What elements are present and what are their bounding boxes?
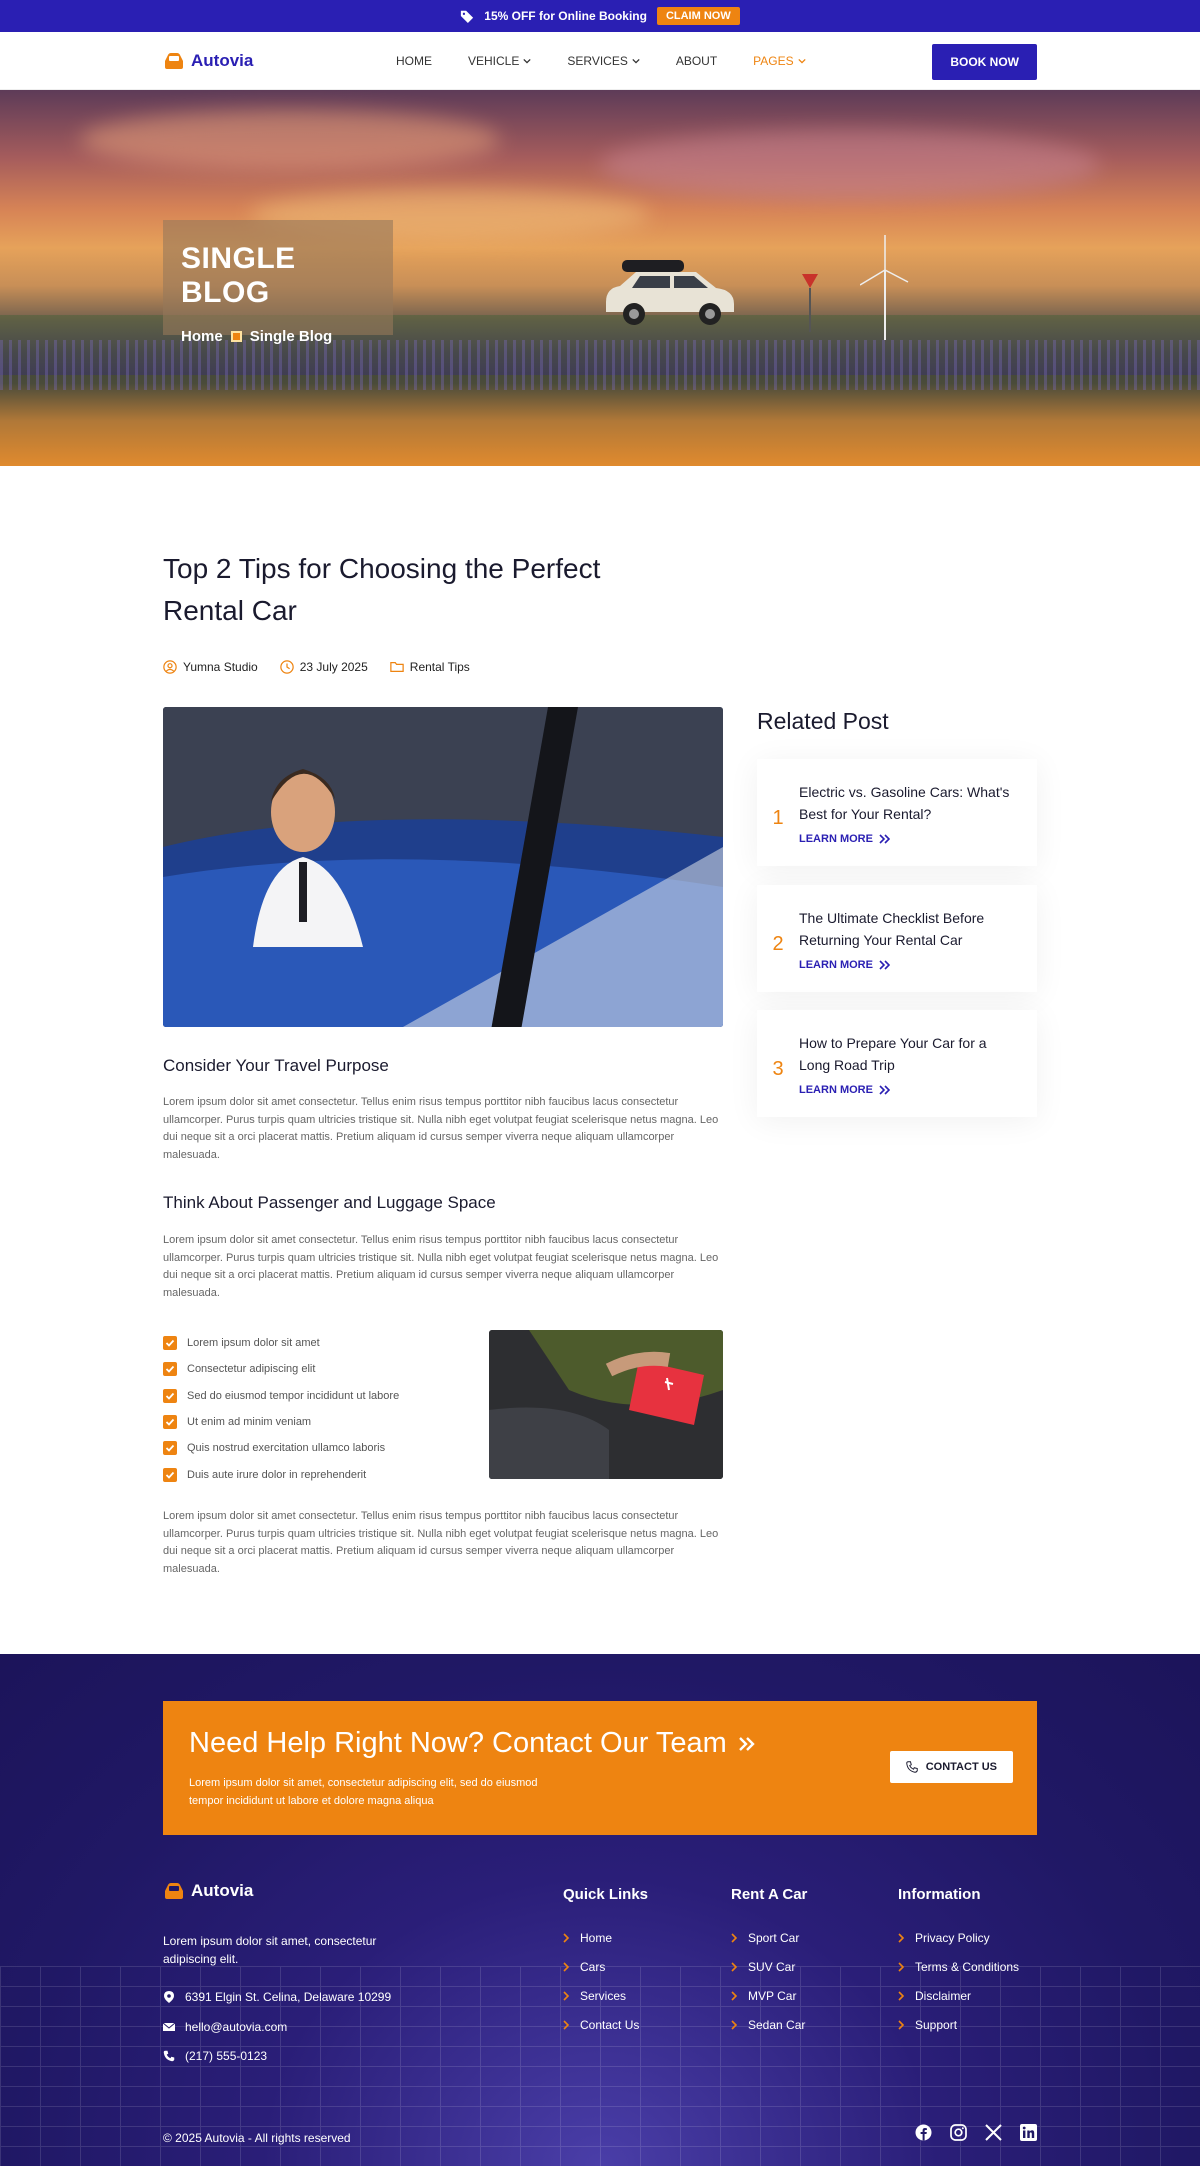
checkmark-icon	[163, 1362, 177, 1376]
promo-bar	[0, 0, 1200, 32]
car-logo-icon	[163, 1882, 185, 1900]
footer-link-support[interactable]	[898, 2010, 1019, 2039]
checklist	[163, 1330, 399, 1488]
nav-item-pages[interactable]	[753, 54, 805, 68]
post-category[interactable]	[390, 660, 470, 674]
related-post-number: 1	[772, 807, 784, 829]
chevron-right-icon	[898, 1933, 905, 1943]
chevron-right-icon	[563, 1933, 570, 1943]
footer-link-label: Sedan Car	[748, 2017, 806, 2032]
site-header	[0, 32, 1200, 90]
breadcrumb-home[interactable]: Home	[181, 328, 223, 345]
double-chevron-right-icon	[879, 1085, 890, 1095]
footer-link-label: Sport Car	[748, 1930, 800, 1945]
date-text: 23 July 2025	[299, 660, 368, 674]
footer-logo[interactable]	[163, 1881, 253, 1901]
email-text: hello@autovia.com	[185, 2020, 288, 2034]
cta-subtitle: Lorem ipsum dolor sit amet, consectetur adipiscing elit, sed do eiusmod tempor incididunt ut labore et dolore magna aliqua	[189, 1777, 538, 1807]
promo-text: 15% OFF for Online Booking	[484, 9, 647, 23]
site-footer	[0, 1654, 1200, 2166]
learn-more-label: LEARN MORE	[799, 1083, 873, 1096]
contact-cta-banner	[163, 1701, 1037, 1835]
footer-link-label: Contact Us	[580, 2017, 640, 2032]
nav-item-label: VEHICLE	[468, 54, 520, 68]
checkmark-icon	[163, 1468, 177, 1482]
rent-a-car-column	[731, 1886, 807, 2039]
nav-item-home[interactable]	[396, 54, 432, 68]
checkmark-icon	[163, 1336, 177, 1350]
hero-title-box	[163, 220, 393, 345]
post-meta	[163, 660, 470, 674]
quick-links-column	[563, 1886, 648, 2039]
footer-link-disclaimer[interactable]	[898, 1981, 1019, 2010]
chevron-right-icon	[898, 1962, 905, 1972]
phone-icon	[163, 2050, 175, 2062]
footer-link-cars[interactable]	[563, 1952, 648, 1981]
checkmark-icon	[163, 1415, 177, 1429]
mail-icon	[163, 2021, 175, 2033]
phone-icon	[906, 1761, 918, 1773]
main-nav	[396, 32, 806, 90]
checkmark-icon	[163, 1389, 177, 1403]
learn-more-label: LEARN MORE	[799, 958, 873, 971]
learn-more-label: LEARN MORE	[799, 832, 873, 845]
x-icon[interactable]	[985, 2124, 1002, 2141]
related-post-heading: Related Post	[757, 708, 889, 734]
chevron-down-icon	[523, 57, 531, 65]
footer-link-privacy-policy[interactable]	[898, 1923, 1019, 1952]
copyright: © 2025 Autovia - All rights reserved	[163, 2131, 351, 2145]
section-heading-travel-purpose: Consider Your Travel Purpose	[163, 1056, 389, 1075]
learn-more-link[interactable]	[799, 959, 1017, 971]
footer-link-services[interactable]	[563, 1981, 648, 2010]
checklist-item	[163, 1409, 399, 1435]
chevron-right-icon	[731, 1962, 738, 1972]
footer-link-label: Cars	[580, 1959, 606, 1974]
information-column	[898, 1886, 1019, 2039]
breadcrumb-separator-icon	[231, 331, 242, 342]
footer-link-label: MVP Car	[748, 1988, 797, 2003]
double-chevron-right-icon	[879, 834, 890, 844]
instagram-icon[interactable]	[950, 2124, 967, 2141]
chevron-right-icon	[563, 2020, 570, 2030]
related-post-number: 2	[772, 933, 784, 955]
contact-us-button[interactable]	[890, 1751, 1013, 1783]
category-text: Rental Tips	[409, 660, 470, 674]
double-chevron-right-icon	[879, 960, 890, 970]
linkedin-icon[interactable]	[1020, 2124, 1037, 2141]
checklist-item	[163, 1356, 399, 1382]
section-heading-passenger-space: Think About Passenger and Luggage Space	[163, 1193, 496, 1212]
claim-now-button[interactable]: CLAIM NOW	[657, 7, 740, 25]
footer-address	[163, 1990, 391, 2004]
footer-link-label: Disclaimer	[915, 1988, 972, 2003]
checklist-item-text: Consectetur adipiscing elit	[187, 1363, 316, 1376]
related-post-card[interactable]	[757, 885, 1037, 992]
checkmark-icon	[163, 1441, 177, 1455]
chevron-right-icon	[731, 1991, 738, 2001]
chevron-down-icon	[632, 57, 640, 65]
logo-text: Autovia	[191, 50, 254, 70]
footer-logo-text: Autovia	[191, 1881, 254, 1900]
learn-more-link[interactable]	[799, 1084, 1017, 1096]
windmill-image	[860, 230, 910, 340]
learn-more-link[interactable]	[799, 833, 1017, 845]
nav-item-label: SERVICES	[567, 54, 628, 68]
location-pin-icon	[163, 1991, 175, 2003]
chevron-right-icon	[898, 1991, 905, 2001]
breadcrumb	[181, 328, 375, 345]
paragraph-closing: Lorem ipsum dolor sit amet consectetur. Tellus enim risus tempus porttitor nibh faucibus lacus consectetur ullamcorper. Purus turpis quam ultricies tristique sit. Nulla nibh eget volutpat feugiat scelerisque netus magna. Leo dui neque sit a orci placerat mattis. Pretium aliquam id cursus semper viverra neque aliquam ullamcorper malesuada.	[163, 1510, 719, 1575]
footer-phone[interactable]	[163, 2049, 267, 2063]
logo[interactable]	[163, 51, 253, 71]
checklist-item-text: Sed do eiusmod tempor incididunt ut labore	[187, 1389, 400, 1402]
footer-link-sedan-car[interactable]	[731, 2010, 807, 2039]
suv-image	[600, 258, 740, 330]
paragraph-travel-purpose: Lorem ipsum dolor sit amet consectetur. Tellus enim risus tempus porttitor nibh faucibus lacus consectetur ullamcorper. Purus turpis quam ultricies tristique sit. Nulla nibh eget volutpat feugiat scelerisque netus magna. Leo dui neque sit a orci placerat mattis. Pretium aliquam id cursus semper viverra neque aliquam ullamcorper malesuada.	[163, 1096, 719, 1161]
related-post-card[interactable]	[757, 1010, 1037, 1117]
footer-email[interactable]	[163, 2020, 287, 2034]
footer-link-label: Privacy Policy	[915, 1930, 990, 1945]
footer-link-contact-us[interactable]	[563, 2010, 648, 2039]
footer-link-terms-conditions[interactable]	[898, 1952, 1019, 1981]
cta-title	[189, 1727, 1011, 1760]
related-post-title[interactable]: How to Prepare Your Car for a Long Road Trip	[799, 1034, 987, 1073]
footer-link-label: Services	[580, 1988, 627, 2003]
author-name: Yumna Studio	[183, 660, 258, 674]
nav-item-label: PAGES	[753, 54, 794, 68]
footer-description: Lorem ipsum dolor sit amet, consectetur adipiscing elit.	[163, 1934, 377, 1966]
first-aid-kit-image	[489, 1330, 723, 1479]
contact-us-label: CONTACT US	[925, 1761, 997, 1773]
road-sign-image	[800, 272, 820, 332]
quick-links-title: Quick Links	[563, 1886, 649, 1903]
tag-icon	[460, 9, 474, 23]
checklist-item	[163, 1461, 399, 1487]
nav-item-services[interactable]	[567, 54, 639, 68]
rent-a-car-title: Rent A Car	[731, 1886, 808, 1903]
related-post-card[interactable]	[757, 759, 1037, 866]
checklist-item-text: Lorem ipsum dolor sit amet	[187, 1337, 320, 1350]
chevron-right-icon	[731, 2020, 738, 2030]
footer-link-home[interactable]	[563, 1923, 648, 1952]
related-post-title[interactable]: The Ultimate Checklist Before Returning Your Rental Car	[799, 909, 985, 948]
nav-item-about[interactable]	[676, 54, 717, 68]
man-in-car-image	[163, 707, 723, 1027]
chevron-right-icon	[731, 1933, 738, 1943]
footer-link-label: SUV Car	[748, 1959, 796, 1974]
checklist-item-text: Quis nostrud exercitation ullamco laboris	[187, 1442, 386, 1455]
folder-icon	[390, 660, 404, 674]
cta-title-text: Need Help Right Now? Contact Our Team	[189, 1727, 727, 1759]
footer-link-label: Support	[915, 2017, 958, 2032]
post-date	[280, 660, 368, 674]
footer-link-label: Home	[580, 1930, 613, 1945]
page-title: SINGLE BLOG	[181, 242, 296, 309]
footer-link-label: Terms & Conditions	[915, 1959, 1020, 1974]
checklist-item-text: Ut enim ad minim veniam	[187, 1416, 312, 1429]
nav-item-vehicle[interactable]	[468, 54, 531, 68]
related-post-title[interactable]: Electric vs. Gasoline Cars: What's Best for Your Rental?	[799, 783, 1010, 822]
book-now-button[interactable]: BOOK NOW	[932, 44, 1037, 80]
paragraph-passenger-space: Lorem ipsum dolor sit amet consectetur. Tellus enim risus tempus porttitor nibh faucibus lacus consectetur ullamcorper. Purus turpis quam ultricies tristique sit. Nulla nibh eget volutpat feugiat scelerisque netus magna. Leo dui neque sit a orci placerat mattis. Pretium aliquam id cursus semper viverra neque aliquam ullamcorper malesuada.	[163, 1234, 719, 1299]
address-text: 6391 Elgin St. Celina, Delaware 10299	[185, 1990, 392, 2004]
social-links	[915, 2124, 1037, 2141]
chevron-right-icon	[898, 2020, 905, 2030]
nav-item-label: ABOUT	[675, 54, 718, 68]
car-logo-icon	[163, 52, 185, 70]
breadcrumb-current: Single Blog	[249, 328, 333, 345]
chevron-right-icon	[563, 1991, 570, 2001]
hero-banner	[0, 90, 1200, 466]
footer-link-sport-car[interactable]	[731, 1923, 807, 1952]
post-title: Top 2 Tips for Choosing the Perfect Rental Car	[163, 553, 601, 626]
nav-item-label: HOME	[396, 54, 432, 68]
chevron-right-icon	[563, 1962, 570, 1972]
information-title: Information	[898, 1886, 981, 1903]
clock-icon	[280, 660, 294, 674]
phone-text: (217) 555-0123	[185, 2049, 268, 2063]
facebook-icon[interactable]	[915, 2124, 932, 2141]
checklist-item-text: Duis aute irure dolor in reprehenderit	[187, 1468, 367, 1481]
related-post-number: 3	[772, 1058, 784, 1080]
checklist-item	[163, 1330, 399, 1356]
post-author[interactable]	[163, 660, 258, 674]
chevron-down-icon	[798, 57, 806, 65]
footer-link-suv-car[interactable]	[731, 1952, 807, 1981]
user-icon	[163, 660, 177, 674]
checklist-item	[163, 1383, 399, 1409]
double-chevron-right-icon	[737, 1735, 757, 1753]
footer-link-mvp-car[interactable]	[731, 1981, 807, 2010]
checklist-item	[163, 1435, 399, 1461]
